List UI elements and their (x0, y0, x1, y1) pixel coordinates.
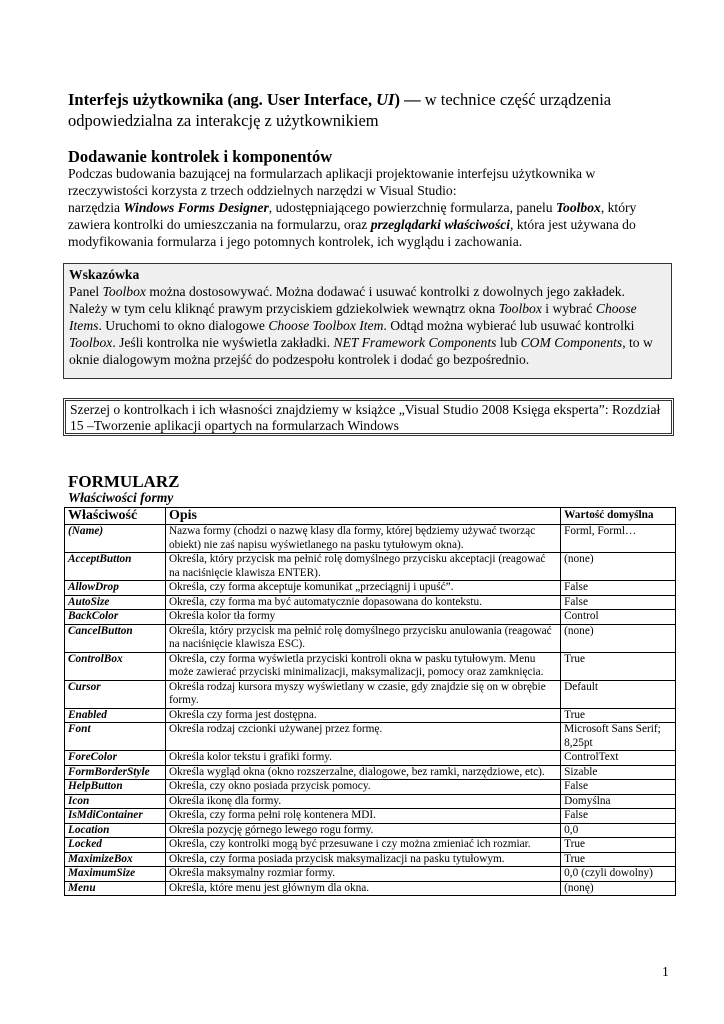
table-row (65, 867, 676, 882)
property-default: True (561, 652, 676, 680)
tip-title: Wskazówka (69, 267, 140, 282)
property-name: Cursor (65, 680, 166, 708)
property-default: True (561, 838, 676, 853)
table-row (65, 881, 676, 896)
table-row (65, 780, 676, 795)
property-name: Locked (65, 838, 166, 853)
table-row (65, 809, 676, 824)
property-default: Domyślna (561, 794, 676, 809)
tip-t9: . Odtąd można wybierać lub usuwać kontrolki (383, 318, 635, 333)
properties-table (64, 507, 676, 896)
property-description: Określa rodzaj czcionki używanej przez formę. (165, 723, 560, 751)
property-default: Forml, Forml… (561, 525, 676, 553)
property-name: AcceptButton (65, 553, 166, 581)
table-row (65, 723, 676, 751)
property-description: Określa ikonę dla formy. (165, 794, 560, 809)
property-default: False (561, 595, 676, 610)
property-name: MaximumSize (65, 867, 166, 882)
intro-term (68, 90, 425, 109)
property-name: BackColor (65, 610, 166, 625)
table-row (65, 823, 676, 838)
property-name: MaximizeBox (65, 852, 166, 867)
p2-wfd: Windows Forms Designer (123, 200, 269, 215)
p2-toolbox: Toolbox (556, 200, 601, 215)
table-row (65, 595, 676, 610)
intro-rest: w technice część urządzenia odpowiedzialna za interakcję z użytkownikiem (68, 90, 612, 130)
property-name: Font (65, 723, 166, 751)
form-heading: FORMULARZ (68, 472, 180, 491)
header-description: Opis (165, 508, 560, 525)
property-default: (none) (561, 624, 676, 652)
tip-text (69, 283, 666, 368)
table-row (65, 751, 676, 766)
property-description: Określa, czy forma wyświetla przyciski kontroli okna w pasku tytułowym. Menu może zawierać przyciski minimalizacji, maksymalizacji, pomocy oraz zamknięcia. (165, 652, 560, 680)
property-default: ControlText (561, 751, 676, 766)
property-default: False (561, 581, 676, 596)
property-description: Określa, czy forma ma być automatycznie dopasowana do kontekstu. (165, 595, 560, 610)
table-body (65, 525, 676, 896)
property-default: Sizable (561, 765, 676, 780)
property-name: HelpButton (65, 780, 166, 795)
table-row (65, 708, 676, 723)
intro-term-text: Interfejs użytkownika (ang. User Interface, (68, 90, 377, 109)
property-description: Określa, czy forma pełni rolę kontenera MDI. (165, 809, 560, 824)
tip-t8: Choose Toolbox Item (268, 318, 384, 333)
table-row (65, 553, 676, 581)
p2-b: , udostępniającego powierzchnię formularza, panelu (268, 200, 556, 215)
tip-t12: NET Framework Components (333, 335, 497, 350)
tip-t4: Toolbox (498, 301, 542, 316)
property-name: Icon (65, 794, 166, 809)
tip-t5: i wybrać (541, 301, 596, 316)
property-description: Określa, czy forma akceptuje komunikat „przeciągnij i upuść”. (165, 581, 560, 596)
section-p1: Podczas budowania bazującej na formularzach aplikacji projektowanie interfejsu użytkownika w rzeczywistości korzysta z trzech oddzielnych narzędzi w Visual Studio: (68, 166, 596, 198)
section-title: Dodawanie kontrolek i komponentów (68, 147, 333, 166)
property-description: Określa, który przycisk ma pełnić rolę domyślnego przycisku anulowania (reagować na naciśnięcie klawisza ESC). (165, 624, 560, 652)
page-number: 1 (662, 964, 669, 979)
property-default: Control (561, 610, 676, 625)
tip-t13: lub (496, 335, 521, 350)
property-description: Określa wygląd okna (okno rozszerzalne, dialogowe, bez ramki, narzędziowe, etc). (165, 765, 560, 780)
property-description: Określa, który przycisk ma pełnić rolę domyślnego przycisku akceptacji (reagować na naciśnięcie klawisza ENTER). (165, 553, 560, 581)
intro-term-close: ) (394, 90, 400, 109)
intro-term-ui: UI (376, 90, 395, 109)
property-name: CancelButton (65, 624, 166, 652)
section-p2 (68, 199, 678, 250)
tip-t14: COM Components (520, 335, 623, 350)
property-description: Określa, czy okno posiada przycisk pomocy. (165, 780, 560, 795)
reference-box: Szerzej o kontrolkach i ich własności znajdziemy w książce „Visual Studio 2008 Księga eksperta”: Rozdział 15 –Tworzenie aplikacji opartych na formularzach Windows (63, 398, 674, 436)
section-paragraph (68, 165, 678, 250)
table-row (65, 680, 676, 708)
property-description: Określa czy forma jest dostępna. (165, 708, 560, 723)
tip-t7: . Uruchomi to okno dialogowe (98, 318, 269, 333)
property-description: Określa rodzaj kursora myszy wyświetlany w czasie, gdy znajdzie się on w obrębie formy. (165, 680, 560, 708)
table-row (65, 610, 676, 625)
intro-dash: — (399, 90, 425, 109)
property-default: False (561, 780, 676, 795)
property-description: Określa, które menu jest głównym dla okna. (165, 881, 560, 896)
table-row (65, 581, 676, 596)
tip-t11: . Jeśli kontrolka nie wyświetla zakładki. (112, 335, 334, 350)
property-description: Nazwa formy (chodzi o nazwę klasy dla formy, której będziemy używać tworząc obiekt) nie zaś napisu wyświetlanego na pasku tytułowym okna). (165, 525, 560, 553)
property-name: ForeColor (65, 751, 166, 766)
p2-a: narzędzia (68, 200, 124, 215)
intro-definition (68, 89, 668, 131)
property-name: IsMdiContainer (65, 809, 166, 824)
property-name: Menu (65, 881, 166, 896)
table-row (65, 852, 676, 867)
tip-t6: Choose Items (69, 301, 637, 333)
table-header-row (65, 508, 676, 525)
property-default: (nonę) (561, 881, 676, 896)
property-description: Określa, czy kontrolki mogą być przesuwane i czy można zmieniać ich rozmiar. (165, 838, 560, 853)
property-name: AllowDrop (65, 581, 166, 596)
tip-t3: można dostosowywać. Można dodawać i usuwać kontrolki z dowolnych jego zakładek. Należy w tym celu kliknąć prawym przyciskiem gdziekolwiek wewnątrz okna (69, 284, 625, 316)
header-property: Właściwość (65, 508, 166, 525)
property-default: (none) (561, 553, 676, 581)
property-name: (Name) (65, 525, 166, 553)
property-description: Określa pozycję górnego lewego rogu formy. (165, 823, 560, 838)
table-row (65, 794, 676, 809)
property-default: False (561, 809, 676, 824)
property-name: Location (65, 823, 166, 838)
property-description: Określa kolor tła formy (165, 610, 560, 625)
property-default: True (561, 852, 676, 867)
property-description: Określa kolor tekstu i grafiki formy. (165, 751, 560, 766)
property-name: FormBorderStyle (65, 765, 166, 780)
p2-d: , która jest używana do modyfikowania formularza i jego potomnych kontrolek, ich wyglądu i zachowania. (68, 217, 636, 249)
tip-t15: , to w oknie dialogowym można przejść do podzespołu kontrolek i dodać go bezpośrednio. (69, 335, 653, 367)
property-default: 0,0 (561, 823, 676, 838)
property-default: Microsoft Sans Serif; 8,25pt (561, 723, 676, 751)
tip-t2: Toolbox (102, 284, 146, 299)
property-name: AutoSize (65, 595, 166, 610)
tip-t10: Toolbox (69, 335, 113, 350)
property-default: 0,0 (czyli dowolny) (561, 867, 676, 882)
p2-c: , który zawiera kontrolki do umieszczania na formularzu, oraz (68, 200, 637, 232)
header-default-value: Wartość domyślna (561, 508, 676, 525)
property-name: Enabled (65, 708, 166, 723)
property-description: Określa maksymalny rozmiar formy. (165, 867, 560, 882)
table-row (65, 652, 676, 680)
form-subheading: Właściwości formy (68, 490, 174, 505)
property-default: True (561, 708, 676, 723)
table-row (65, 765, 676, 780)
property-description: Określa, czy forma posiada przycisk maksymalizacji na pasku tytułowym. (165, 852, 560, 867)
tip-t1: Panel (69, 284, 103, 299)
table-row (65, 624, 676, 652)
table-row (65, 838, 676, 853)
tip-box (63, 263, 672, 379)
p2-property-browser: przeglądarki właściwości (370, 217, 511, 232)
property-default: Default (561, 680, 676, 708)
table-row (65, 525, 676, 553)
property-name: ControlBox (65, 652, 166, 680)
